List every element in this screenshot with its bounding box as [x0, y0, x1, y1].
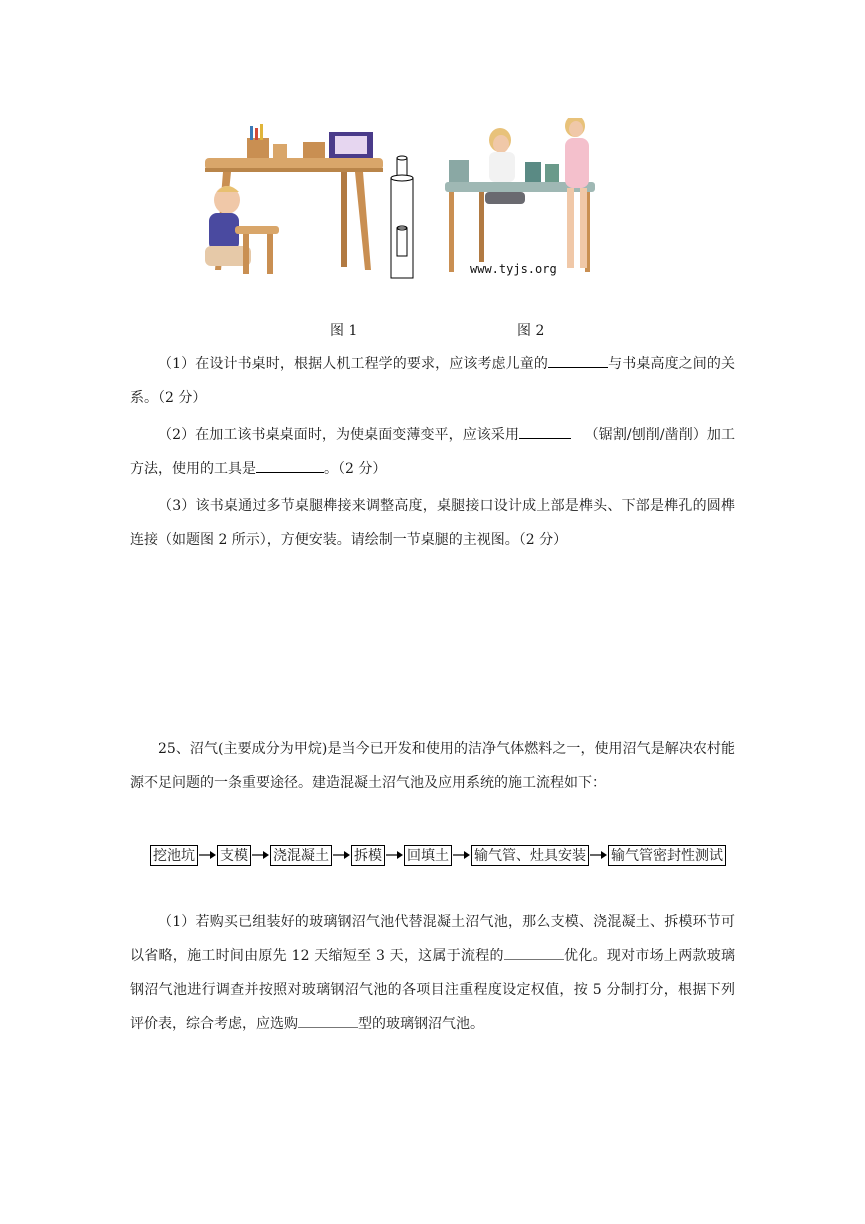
question-1-prefix: （1）在设计书桌时，根据人机工程学的要求，应该考虑儿童的 — [158, 356, 549, 372]
flow-step-3: 浇混凝土 — [270, 845, 332, 866]
question-25-1-blank-type[interactable] — [504, 943, 564, 960]
question-25-1-prefix: （1）若购买已组装好的玻璃钢沼气池代替混凝土沼气池，那么支模、浇混凝土、拆模环节可以省略，施工时间由原先 12 天缩短至 3 天，这属于流程的 — [130, 914, 735, 964]
flow-arrow-icon — [385, 845, 404, 866]
question-2-middle: （锯割/刨削/凿削）加工方法，使用的工具是 — [130, 427, 736, 477]
flow-step-5: 回填土 — [404, 845, 452, 866]
question-25-1 — [130, 905, 735, 1041]
question-2-blank-tool[interactable] — [256, 456, 324, 473]
question-2-suffix: 。（2 分） — [324, 461, 387, 477]
figure-1-caption: 图 1 — [330, 323, 358, 339]
question-25-1-middle: 优化。现对市场上两款玻璃钢沼气池进行调查并按照对玻璃钢沼气池的各项目注重程度设定权值，按 5 分制打分，根据下列评价表，综合考虑，应选购 — [130, 948, 736, 1032]
figure-2-desk — [445, 118, 615, 276]
question-2-blank-method[interactable] — [519, 422, 571, 439]
flow-arrow-icon — [589, 845, 608, 866]
question-1 — [130, 347, 735, 415]
question-25-intro: 25、沼气(主要成分为甲烷)是当今已开发和使用的洁净气体燃料之一，使用沼气是解决农村能源不足问题的一条重要途径。建造混凝土沼气池及应用系统的施工流程如下： — [130, 741, 735, 791]
flow-arrow-icon — [198, 845, 217, 866]
question-25-1-suffix: 型的玻璃钢沼气池。 — [358, 1016, 484, 1032]
question-25-1-blank-model[interactable] — [298, 1011, 358, 1028]
flow-step-2: 支模 — [217, 845, 251, 866]
construction-flowchart — [150, 843, 726, 867]
flow-step-4: 拆模 — [351, 845, 385, 866]
question-1-suffix: 与书桌高度之间的关系。（2 分） — [130, 356, 736, 406]
flow-step-1: 挖池坑 — [150, 845, 198, 866]
flow-arrow-icon — [332, 845, 351, 866]
figure-watermark: www.tyjs.org — [470, 262, 557, 276]
question-2 — [130, 418, 735, 486]
figure-2-caption: 图 2 — [517, 323, 545, 339]
question-2-prefix: （2）在加工该书桌桌面时，为使桌面变薄变平，应该采用 — [158, 427, 520, 443]
flow-arrow-icon — [452, 845, 471, 866]
question-1-blank[interactable] — [548, 351, 608, 368]
question-3: （3）该书桌通过多节桌腿榫接来调整高度，桌腿接口设计成上部是榫头、下部是榫孔的圆榫连接（如题图 2 所示），方便安装。请绘制一节桌腿的主视图。（2 分） — [130, 498, 735, 548]
flow-arrow-icon — [251, 845, 270, 866]
figure-1-desk — [205, 124, 413, 278]
flow-step-6: 输气管、灶具安装 — [471, 845, 589, 866]
flow-step-7: 输气管密封性测试 — [608, 845, 726, 866]
